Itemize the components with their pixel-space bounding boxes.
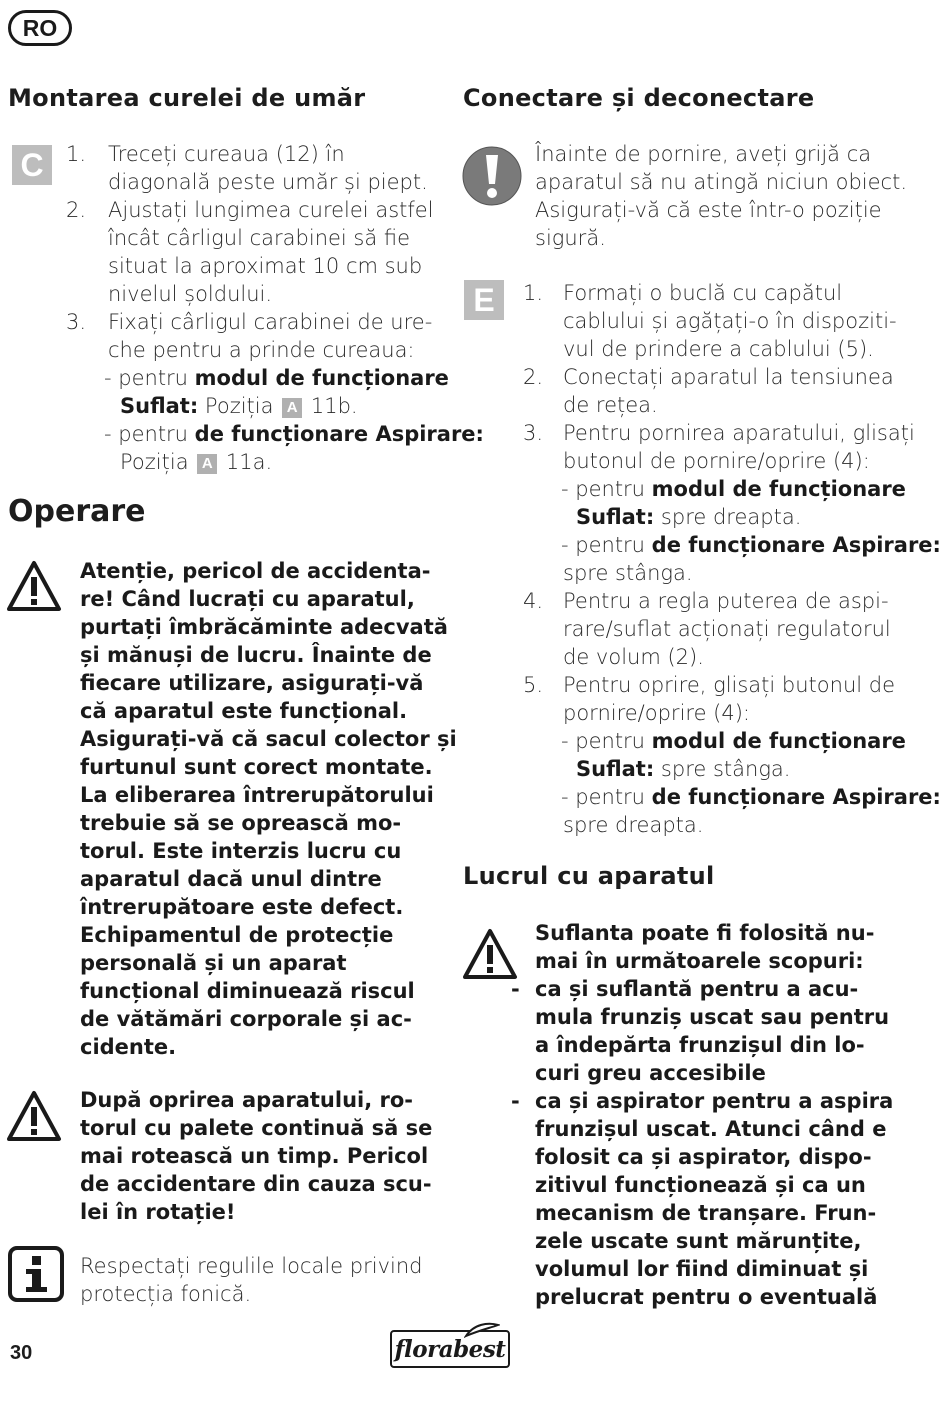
sub-item-blow-cont [576, 756, 790, 784]
sub-direction: spre dreapta. [654, 505, 802, 529]
warning-line: curi greu accesibile [535, 1061, 766, 1085]
warning-line: Atenție, pericol de accidenta- [80, 559, 431, 583]
warning-text-usage [463, 920, 943, 1320]
step-text: rare/suflat acționați regulatorul [563, 617, 891, 641]
section-title-operation: Operare [8, 494, 146, 529]
step-text: încât cârligul carabinei să fie [108, 226, 411, 250]
figure-a-marker: A [197, 454, 217, 474]
sub-position: Poziția [198, 394, 281, 418]
shoulder-strap-steps [0, 141, 484, 481]
warning-line: trebuie să se oprească mo- [80, 811, 402, 835]
sub-prefix: - pentru [561, 477, 652, 501]
warning-line: Echipamentul de protecție [80, 923, 394, 947]
warning-line: zele uscate sunt mărunțite, [535, 1229, 862, 1253]
warning-line: de vătămări corporale și ac- [80, 1007, 412, 1031]
info-icon [8, 1246, 64, 1302]
step-number: 1. [66, 142, 87, 166]
step-text: butonul de pornire/oprire (4): [563, 449, 870, 473]
sub-prefix: - pentru [561, 729, 652, 753]
step-number: 3. [523, 421, 544, 445]
warning-line: întrerupătoare este defect. [80, 895, 404, 919]
sub-mode-label: de funcționare Aspirare: [194, 422, 484, 446]
sub-mode-label: de funcționare Aspirare: [651, 533, 941, 557]
warning-line: mula frunziș uscat sau pentru [535, 1005, 890, 1029]
info-line: Respectați regulile locale privind [80, 1254, 423, 1278]
warning-line: funcțional diminuează riscul [80, 979, 415, 1003]
sub-prefix: - pentru [561, 785, 652, 809]
warning-line: torul. Este interzis lucru cu [80, 839, 402, 863]
brand-logo [390, 1330, 510, 1368]
warning-line: mai rotească un timp. Pericol [80, 1144, 429, 1168]
sub-item-blow [104, 365, 449, 393]
step-text: Pentru a regla puterea de aspi- [563, 589, 889, 613]
sub-mode-label: de funcționare Aspirare: [651, 785, 941, 809]
warning-line: aparatul dacă unul dintre [80, 867, 382, 891]
warning-line: zitivul funcționează și ca un [535, 1173, 866, 1197]
warning-line: Asigurați-vă că sacul colector și [80, 727, 457, 751]
warning-line: ca și aspirator pentru a aspira [535, 1089, 894, 1113]
sub-prefix: - pentru [104, 366, 195, 390]
step-text: situat la aproximat 10 cm sub [108, 254, 423, 278]
step-text: vul de prindere a cablului (5). [563, 337, 874, 361]
warning-line: ca și suflantă pentru a acu- [535, 977, 859, 1001]
warning-line: că aparatul este funcțional. [80, 699, 408, 723]
sub-mode-suflat: Suflat: [576, 505, 655, 529]
figure-a-marker: A [282, 398, 302, 418]
step-text: diagonală peste umăr și piept. [108, 170, 428, 194]
warning-line: furtunul sunt corect montate. [80, 755, 433, 779]
step-text: cablului și agățați-o în dispoziti- [563, 309, 897, 333]
warning-icon [6, 1090, 62, 1142]
caution-line: Înainte de pornire, aveți grijă ca [535, 142, 872, 166]
step-text: Pentru pornirea aparatului, glisați [563, 421, 915, 445]
step-number: 4. [523, 589, 544, 613]
step-text: de volum (2). [563, 645, 704, 669]
sub-position: Poziția [120, 450, 196, 474]
sub-prefix: - pentru [104, 422, 195, 446]
sub-item-suction-cont [120, 449, 272, 477]
warning-line: După oprirea aparatului, ro- [80, 1088, 414, 1112]
sub-item-blow [561, 728, 906, 756]
sub-mode-label: modul de funcționare [194, 366, 449, 390]
section-title-working: Lucrul cu aparatul [463, 862, 715, 890]
warning-line: personală și un aparat [80, 951, 347, 975]
sub-position-value: 11b. [304, 394, 358, 418]
sub-item-suction [561, 532, 941, 560]
list-dash: - [511, 977, 520, 1001]
warning-line: cidente. [80, 1035, 177, 1059]
step-number: 2. [66, 198, 87, 222]
page-number: 30 [10, 1342, 33, 1364]
sub-prefix: - pentru [561, 533, 652, 557]
warning-line: re! Când lucrați cu aparatul, [80, 587, 415, 611]
warning-text-safety [80, 558, 460, 1068]
step-text: Fixați cârligul carabinei de ure- [108, 310, 433, 334]
warning-line: și mănuși de lucru. Înainte de [80, 643, 432, 667]
step-text: Treceți cureaua (12) în [108, 142, 345, 166]
sub-direction: spre stânga. [563, 561, 693, 585]
sub-direction: spre stânga. [654, 757, 791, 781]
warning-line: mecanism de tranșare. Frun- [535, 1201, 877, 1225]
warning-text-rotor [80, 1087, 460, 1227]
step-number: 1. [523, 281, 544, 305]
step-number: 3. [66, 310, 87, 334]
sub-direction: spre dreapta. [563, 813, 704, 837]
sub-item-blow [561, 476, 906, 504]
info-line: protecția fonică. [80, 1282, 252, 1306]
section-title-shoulder-strap: Montarea curelei de umăr [8, 84, 366, 112]
warning-line: folosit ca și aspirator, dispo- [535, 1145, 872, 1169]
sub-mode-label: modul de funcționare [651, 477, 906, 501]
step-text: Conectați aparatul la tensiunea [563, 365, 894, 389]
sub-item-blow-cont [120, 393, 358, 421]
connect-steps [463, 280, 943, 840]
warning-line: frunzișul uscat. Atunci când e [535, 1117, 887, 1141]
warning-icon [6, 560, 62, 612]
step-text: Ajustați lungimea curelei astfel [108, 198, 434, 222]
caution-line: sigură. [535, 226, 606, 250]
sub-mode-suflat: Suflat: [120, 394, 199, 418]
step-text: de rețea. [563, 393, 658, 417]
sub-item-suction [104, 421, 484, 449]
sub-mode-suflat: Suflat: [576, 757, 655, 781]
step-text: Formați o buclă cu capătul [563, 281, 843, 305]
caution-line: Asigurați-vă că este într-o poziție [535, 198, 882, 222]
warning-line: a îndepărta frunzișul din lo- [535, 1033, 865, 1057]
step-text: nivelul șoldului. [108, 282, 273, 306]
step-marker-e: E [464, 280, 504, 320]
step-text: Pentru oprire, glisați butonul de [563, 673, 896, 697]
warning-line: torul cu palete continuă să se [80, 1116, 433, 1140]
caution-icon [462, 146, 522, 206]
sub-item-suction [561, 784, 941, 812]
brand-logo-text: florabest [394, 1336, 506, 1363]
warning-line: fiecare utilizare, asigurați-vă [80, 671, 424, 695]
info-text-noise [80, 1253, 460, 1313]
step-number: 5. [523, 673, 544, 697]
sub-item-blow-cont [576, 504, 801, 532]
warning-line: volumul lor fiind diminuat și [535, 1257, 869, 1281]
warning-line: lei în rotație! [80, 1200, 236, 1224]
list-dash: - [511, 1089, 520, 1113]
section-title-connect: Conectare și deconectare [463, 84, 815, 112]
step-text: che pentru a prinde cureaua: [108, 338, 415, 362]
warning-line: La eliberarea întrerupătorului [80, 783, 434, 807]
step-number: 2. [523, 365, 544, 389]
caution-text [535, 141, 935, 261]
sub-position-value: 11a. [219, 450, 273, 474]
warning-line: de accidentare din cauza scu- [80, 1172, 432, 1196]
caution-line: aparatul să nu atingă niciun obiect. [535, 170, 908, 194]
sub-mode-label: modul de funcționare [651, 729, 906, 753]
warning-line: prelucrat pentru o eventuală [535, 1285, 878, 1309]
warning-line: Suflanta poate fi folosită nu- [535, 921, 875, 945]
language-badge: RO [8, 10, 72, 46]
step-marker-c: C [12, 145, 52, 185]
warning-line: mai în următoarele scopuri: [535, 949, 864, 973]
warning-line: purtați îmbrăcăminte adecvată [80, 615, 448, 639]
step-text: pornire/oprire (4): [563, 701, 750, 725]
